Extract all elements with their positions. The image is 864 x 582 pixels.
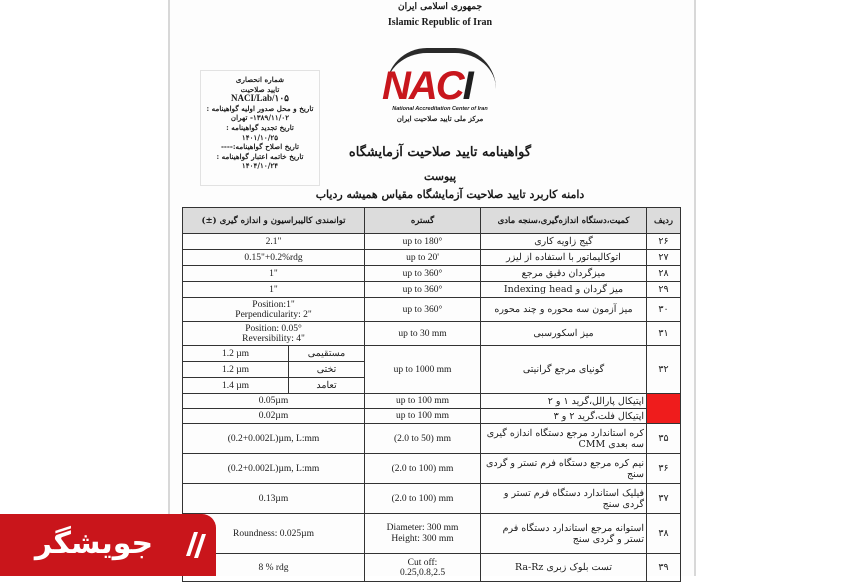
header-row-number: ردیف xyxy=(647,208,681,234)
range-cell: (2.0 to 50) mm xyxy=(365,424,481,454)
range-cell: up to 20' xyxy=(365,250,481,266)
cmc-cell xyxy=(183,322,365,346)
cmc-cell: 0.15"+0.2%rdg xyxy=(183,250,365,266)
sub-parameter-label: تعامد xyxy=(289,378,365,394)
scope-title: دامنه کاربرد تایید صلاحیت آزمایشگاه مقیاس همیشه ردیاب xyxy=(315,188,585,201)
watermark-text: جویشگر xyxy=(34,526,154,561)
logo-wordmark-i: I xyxy=(462,64,472,108)
redacted-row-number xyxy=(647,394,681,424)
row-number-cell: ۲۷ xyxy=(647,250,681,266)
range-cell: up to 1000 mm xyxy=(365,346,481,394)
row-number-cell: ۳۹ xyxy=(647,554,681,582)
cmc-line: Position:1" xyxy=(252,299,295,310)
row-number-cell: ۲۸ xyxy=(647,266,681,282)
range-line: Diameter: 300 mm xyxy=(386,522,459,533)
row-number-cell: ۳۰ xyxy=(647,298,681,322)
header-cmc: توانمندی کالیبراسیون و اندازه گیری (±) xyxy=(183,208,365,234)
cmc-cell: 0.02µm xyxy=(183,409,365,424)
cmc-cell: 0.05µm xyxy=(183,394,365,409)
info-line: NACI/Lab/۱۰۵ xyxy=(230,93,289,104)
header-title-en: Islamic Republic of Iran xyxy=(387,17,493,28)
cmc-cell: Roundness: 0.025µm xyxy=(183,514,365,554)
table-row xyxy=(183,514,681,554)
info-line: ۱۴۰۱/۱۰/۲۵ xyxy=(241,132,279,142)
info-line: تاریخ و محل صدور اولیه گواهینامه : xyxy=(206,103,314,113)
info-line: تایید صلاحیت xyxy=(240,84,280,94)
range-cell: up to 30 mm xyxy=(365,322,481,346)
table-row xyxy=(183,322,681,346)
certificate-info-box xyxy=(200,70,320,186)
table-row xyxy=(183,282,681,298)
joyeshgar-watermark xyxy=(0,514,216,576)
range-cell xyxy=(365,554,481,582)
quantity-cell: کره استاندارد مرجع دستگاه اندازه گیری سه بعدی CMM xyxy=(481,424,647,454)
cmc-cell: 1.2 µm xyxy=(183,362,289,378)
cmc-cell: 0.13µm xyxy=(183,484,365,514)
cmc-cell: 1" xyxy=(183,266,365,282)
quantity-cell: میزگردان دقیق مرجع xyxy=(481,266,647,282)
row-number-cell: ۳۶ xyxy=(647,454,681,484)
row-number-cell: ۳۲ xyxy=(647,346,681,394)
range-line: Cut off: xyxy=(407,557,438,568)
logo-wordmark xyxy=(382,66,472,106)
info-line: ۱۳۸۹/۱۱/۰۲- تهران xyxy=(230,113,290,123)
range-cell: up to 100 mm xyxy=(365,394,481,409)
info-line: شماره انحصاری xyxy=(235,75,285,84)
range-cell xyxy=(365,514,481,554)
left-background xyxy=(0,0,168,576)
quantity-cell: میز آزمون سه محوره و چند محوره xyxy=(481,298,647,322)
info-line: ۱۴۰۴/۱۰/۲۴ xyxy=(241,161,279,171)
table-row xyxy=(183,346,681,362)
quantity-cell: اپتیکال پارالل،گرید ۱ و ۲ xyxy=(481,394,647,409)
cmc-line: Perpendicularity: 2" xyxy=(235,309,312,320)
row-number-cell: ۳۷ xyxy=(647,484,681,514)
table-row xyxy=(183,298,681,322)
paper-edge-right xyxy=(694,0,696,576)
info-line: تاریخ تجدید گواهینامه : xyxy=(226,122,294,132)
table-row xyxy=(183,554,681,582)
cmc-cell: (0.2+0.002L)µm, L:mm xyxy=(183,424,365,454)
cmc-cell: 1.2 µm xyxy=(183,346,289,362)
row-number-cell: ۳۵ xyxy=(647,424,681,454)
quantity-cell: اتوکالیماتور با استفاده از لیزر xyxy=(481,250,647,266)
cmc-cell: 8 % rdg xyxy=(183,554,365,582)
quantity-cell: گیج زاویه کاری xyxy=(481,234,647,250)
quantity-cell: استوانه مرجع استاندارد دستگاه فرم تستر و گردی سنج xyxy=(481,514,647,554)
cmc-cell xyxy=(183,298,365,322)
quantity-cell: فیلیک استاندارد دستگاه فرم تستر و گردی سنج xyxy=(481,484,647,514)
range-cell: up to 180° xyxy=(365,234,481,250)
quantity-cell: میز اسکورسبی xyxy=(481,322,647,346)
header-title-fa: جمهوری اسلامی ایران xyxy=(397,2,483,12)
table-row xyxy=(183,234,681,250)
sub-parameter-label: مستقیمی xyxy=(289,346,365,362)
table-header-row xyxy=(183,208,681,234)
logo-subtitle-en: National Accreditation Center of Iran xyxy=(392,106,488,112)
row-number-cell: ۳۸ xyxy=(647,514,681,554)
quantity-cell: گونیای مرجع گرانیتی xyxy=(481,346,647,394)
cmc-cell: 1" xyxy=(183,282,365,298)
cmc-line: Position: 0.05° xyxy=(245,323,302,334)
table-row xyxy=(183,409,681,424)
range-cell: up to 360° xyxy=(365,266,481,282)
logo-wordmark-main: NAC xyxy=(382,64,463,108)
range-line: Height: 300 mm xyxy=(391,533,454,544)
table-row xyxy=(183,394,681,409)
scope-table xyxy=(182,207,681,582)
attachment-label: پیوست xyxy=(423,170,457,183)
info-line: تاریخ خاتمه اعتبار گواهینامه : xyxy=(216,151,304,161)
naci-logo xyxy=(378,38,502,123)
table-row xyxy=(183,250,681,266)
certificate-title: گواهینامه تایید صلاحیت آزمایشگاه xyxy=(348,145,532,160)
row-number-cell: ۲۶ xyxy=(647,234,681,250)
quantity-cell: میز گردان و Indexing head xyxy=(481,282,647,298)
cmc-cell: 1.4 µm xyxy=(183,378,289,394)
cmc-line: Reversibility: 4" xyxy=(242,333,305,344)
range-line: 0.25,0.8,2.5 xyxy=(399,567,446,578)
header-range: گستره xyxy=(365,208,481,234)
range-cell: up to 100 mm xyxy=(365,409,481,424)
joyeshgar-logo-icon xyxy=(176,530,206,560)
table-row xyxy=(183,424,681,454)
range-cell: (2.0 to 100) mm xyxy=(365,454,481,484)
header-quantity: کمیت،دستگاه اندازه‌گیری،سنجه مادی xyxy=(481,208,647,234)
cmc-cell: 2.1" xyxy=(183,234,365,250)
range-cell: up to 360° xyxy=(365,298,481,322)
quantity-cell: تست بلوک زبری Ra-Rz xyxy=(481,554,647,582)
quantity-cell: اپتیکال فلت،گرید ۲ و ۳ xyxy=(481,409,647,424)
cmc-cell: (0.2+0.002L)µm, L:mm xyxy=(183,454,365,484)
row-number-cell: ۲۹ xyxy=(647,282,681,298)
info-line: تاریخ اصلاح گواهینامه:---- xyxy=(220,142,300,152)
logo-subtitle-fa: مرکز ملی تایید صلاحیت ایران xyxy=(396,114,484,123)
table-row xyxy=(183,484,681,514)
quantity-cell: نیم کره مرجع دستگاه فرم تستر و گردی سنج xyxy=(481,454,647,484)
table-row xyxy=(183,266,681,282)
row-number-cell: ۳۱ xyxy=(647,322,681,346)
range-cell: up to 360° xyxy=(365,282,481,298)
range-cell: (2.0 to 100) mm xyxy=(365,484,481,514)
table-row xyxy=(183,454,681,484)
sub-parameter-label: تختی xyxy=(289,362,365,378)
